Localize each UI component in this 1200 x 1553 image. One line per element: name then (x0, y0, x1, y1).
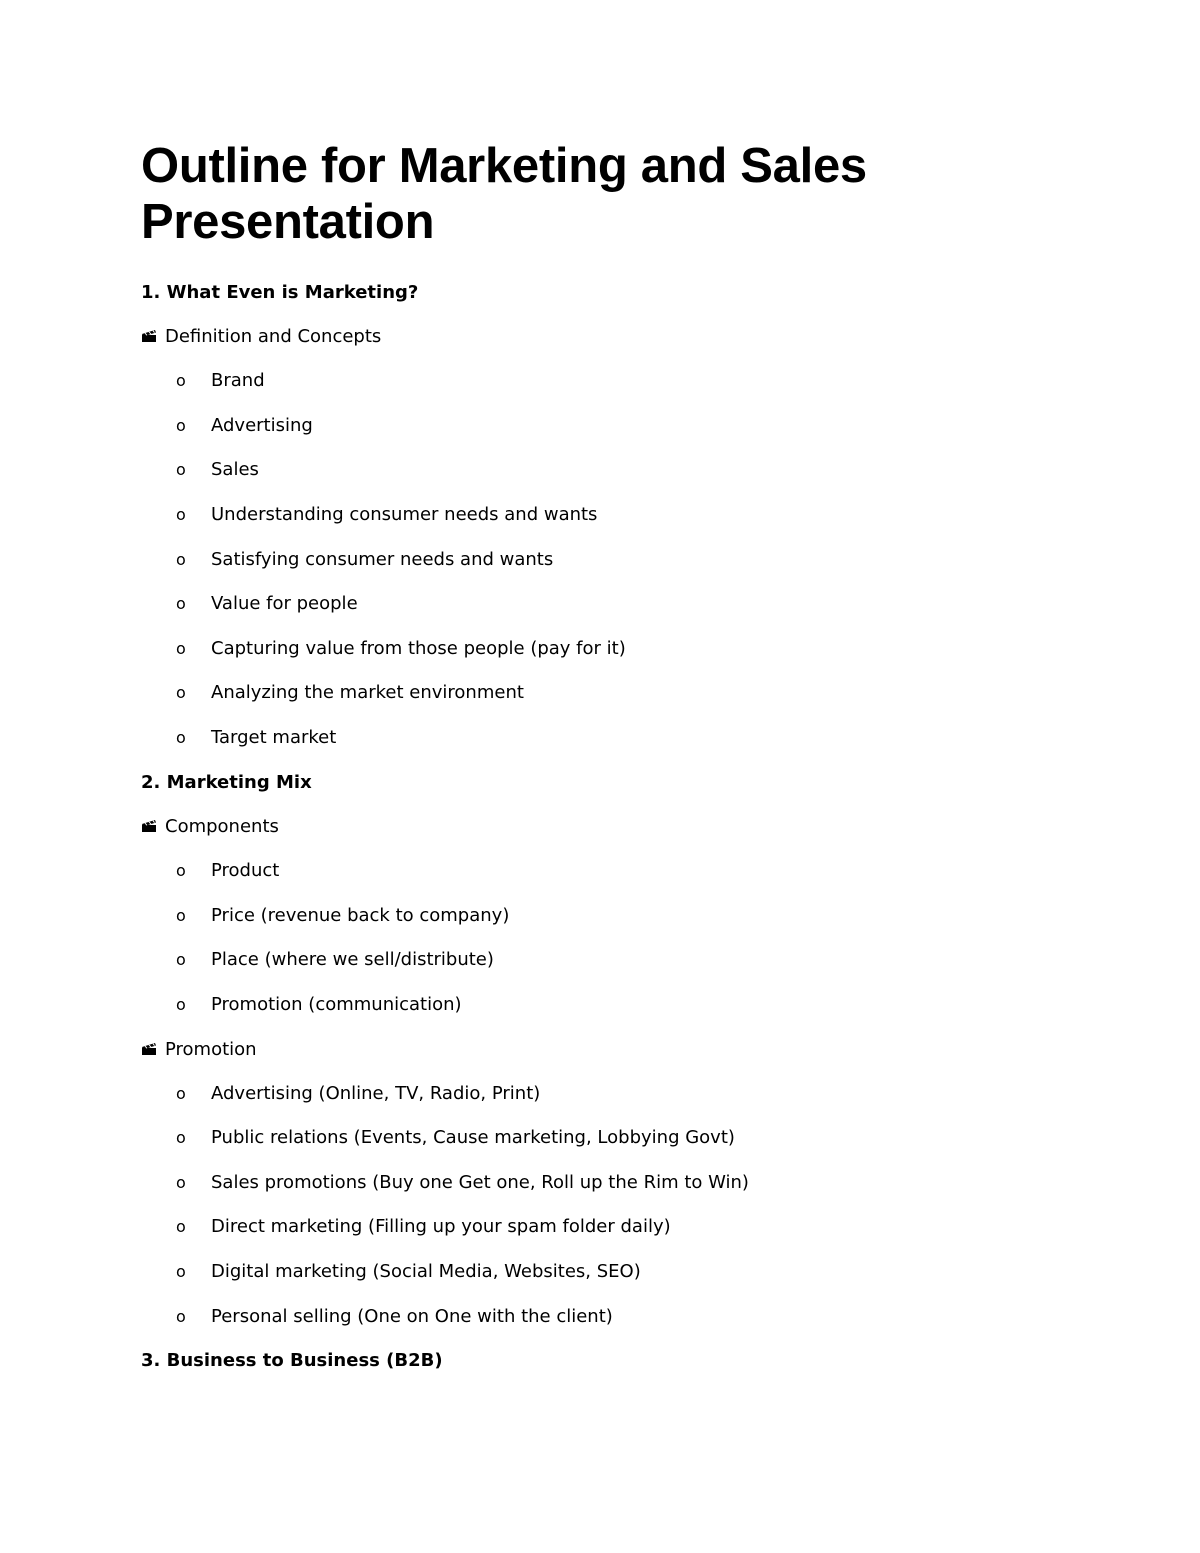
list-item (176, 1171, 749, 1195)
list-item-text: Value for people (211, 593, 358, 614)
list-item (176, 681, 524, 705)
subheading (141, 325, 381, 349)
list-item (176, 548, 553, 572)
subheading (141, 1038, 257, 1062)
list-item-text: Public relations (Events, Cause marketing, Lobbying Govt) (211, 1127, 735, 1148)
list-item (176, 948, 494, 972)
subheading-label: Promotion (165, 1039, 257, 1060)
item-marker: o (176, 639, 186, 658)
list-item (176, 1082, 540, 1106)
list-item (176, 904, 509, 928)
list-item-text: Understanding consumer needs and wants (211, 504, 598, 525)
item-marker: o (176, 371, 186, 390)
item-marker: o (176, 1128, 186, 1147)
list-item (176, 592, 358, 616)
list-item (176, 1260, 641, 1284)
list-item-text: Promotion (communication) (211, 994, 462, 1015)
item-marker: o (176, 594, 186, 613)
clapperboard-icon (141, 1042, 157, 1056)
list-item (176, 993, 462, 1017)
item-marker: o (176, 1217, 186, 1236)
subheading (141, 815, 279, 839)
item-marker: o (176, 550, 186, 569)
item-marker: o (176, 861, 186, 880)
section-heading: 1. What Even is Marketing? (141, 282, 419, 303)
item-marker: o (176, 416, 186, 435)
list-item (176, 637, 626, 661)
list-item (176, 1305, 613, 1329)
item-marker: o (176, 1084, 186, 1103)
list-item-text: Target market (211, 727, 337, 748)
item-marker: o (176, 906, 186, 925)
list-item (176, 503, 597, 527)
item-marker: o (176, 460, 186, 479)
list-item-text: Sales promotions (Buy one Get one, Roll up the Rim to Win) (211, 1172, 749, 1193)
subheading-label: Definition and Concepts (165, 326, 382, 347)
item-marker: o (176, 505, 186, 524)
clapperboard-icon (141, 329, 157, 343)
list-item (176, 369, 265, 393)
list-item (176, 1215, 671, 1239)
list-item (176, 414, 313, 438)
subheading-label: Components (165, 816, 279, 837)
list-item-text: Product (211, 860, 280, 881)
list-item-text: Digital marketing (Social Media, Websites, SEO) (211, 1261, 641, 1282)
list-item-text: Sales (211, 459, 259, 480)
list-item-text: Place (where we sell/distribute) (211, 949, 494, 970)
list-item-text: Direct marketing (Filling up your spam folder daily) (211, 1216, 671, 1237)
section-heading: 2. Marketing Mix (141, 772, 312, 793)
list-item (176, 859, 279, 883)
clapperboard-icon (141, 819, 157, 833)
list-item-text: Personal selling (One on One with the client) (211, 1306, 613, 1327)
list-item-text: Advertising (211, 415, 313, 436)
item-marker: o (176, 995, 186, 1014)
item-marker: o (176, 1173, 186, 1192)
list-item (176, 458, 259, 482)
item-marker: o (176, 728, 186, 747)
list-item-text: Capturing value from those people (pay for it) (211, 638, 626, 659)
list-item (176, 1126, 735, 1150)
item-marker: o (176, 1307, 186, 1326)
list-item-text: Brand (211, 370, 265, 391)
section-heading: 3. Business to Business (B2B) (141, 1350, 443, 1371)
item-marker: o (176, 1262, 186, 1281)
item-marker: o (176, 950, 186, 969)
list-item (176, 726, 336, 750)
list-item-text: Satisfying consumer needs and wants (211, 549, 554, 570)
item-marker: o (176, 683, 186, 702)
page-title: Outline for Marketing and Sales Presentation (141, 139, 867, 249)
list-item-text: Price (revenue back to company) (211, 905, 510, 926)
list-item-text: Advertising (Online, TV, Radio, Print) (211, 1083, 541, 1104)
list-item-text: Analyzing the market environment (211, 682, 524, 703)
